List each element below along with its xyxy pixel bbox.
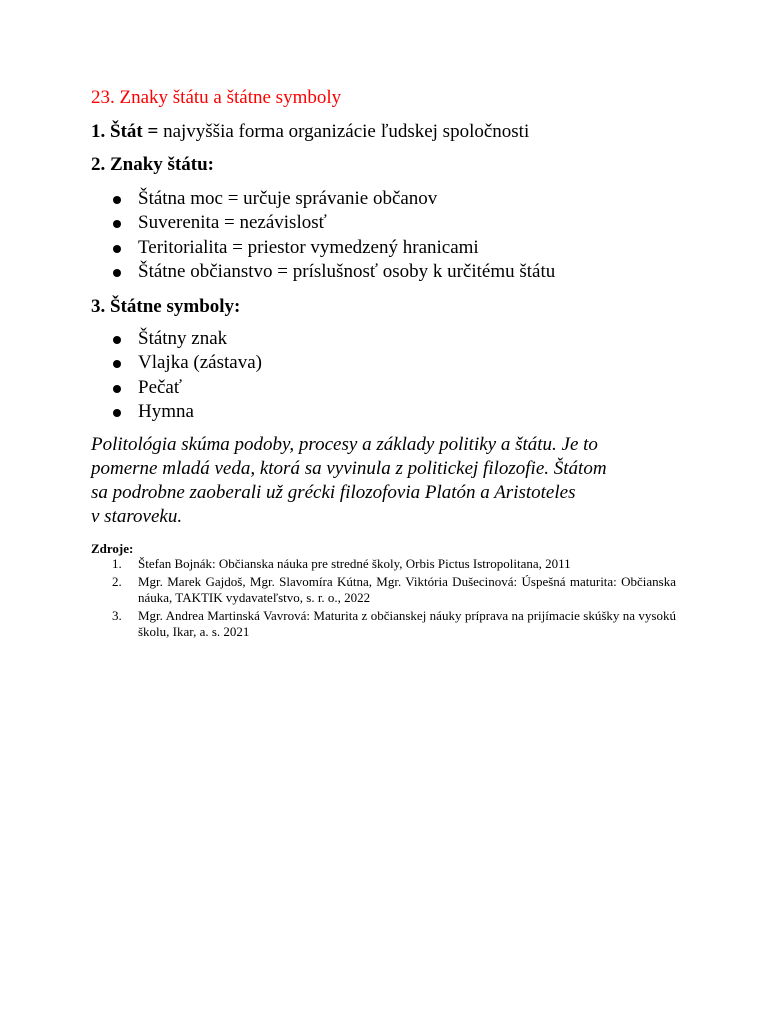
politology-paragraph [91, 433, 691, 529]
paragraph-line: sa podrobne zaoberali už grécki filozofovia Platón a Aristoteles [91, 482, 576, 503]
list-item-text: Štátna moc = určuje správanie občanov [138, 188, 438, 209]
section-heading-state-symbols: 3. Štátne symboly: [91, 296, 241, 317]
bullet-icon [113, 269, 121, 277]
list-item [110, 376, 262, 400]
list-item-text: Vlajka (zástava) [138, 352, 262, 374]
paragraph-line: v staroveku. [91, 506, 183, 527]
section-heading-state-features: 2. Znaky štátu: [91, 154, 214, 175]
list-item [110, 327, 262, 351]
state-symbols-list [110, 327, 262, 424]
bullet-icon [113, 360, 121, 368]
bullet-icon [113, 336, 121, 344]
source-item [110, 574, 676, 606]
list-item-text: Pečať [138, 376, 182, 398]
state-definition [91, 120, 529, 144]
page-title: 23. Znaky štátu a štátne symboly [91, 87, 342, 108]
definition-term: 1. Štát = [91, 121, 159, 142]
state-features-list [110, 187, 555, 284]
source-number: 3. [112, 608, 122, 623]
paragraph-line: pomerne mladá veda, ktorá sa vyvinula z politickej filozofie. Štátom [91, 458, 607, 479]
list-item [110, 351, 262, 375]
list-item [110, 187, 555, 211]
paragraph-line: Politológia skúma podoby, procesy a základy politiky a štátu. Je to [91, 434, 598, 455]
source-number: 2. [112, 574, 122, 589]
list-item [110, 260, 555, 284]
list-item-text: Štátny znak [138, 328, 228, 349]
source-number: 1. [112, 556, 122, 571]
source-text: Mgr. Marek Gajdoš, Mgr. Slavomíra Kútna, Mgr. Viktória Dušecinová: Úspešná maturita: Občianska náuka, TAKTIK vydavateľstvo, s. r. o., 2022 [138, 574, 676, 605]
source-text: Štefan Bojnák: Občianska náuka pre stredné školy, Orbis Pictus Istropolitana, 2011 [138, 556, 571, 571]
source-item [110, 556, 676, 572]
sources-list [110, 556, 676, 642]
list-item [110, 236, 555, 260]
list-item-text: Teritorialita = priestor vymedzený hranicami [138, 236, 479, 258]
bullet-icon [113, 385, 121, 393]
list-item [110, 211, 555, 235]
definition-text: najvyššia forma organizácie ľudskej spoločnosti [158, 121, 530, 142]
list-item-text: Hymna [138, 400, 194, 422]
list-item-text: Štátne občianstvo = príslušnosť osoby k určitému štátu [138, 260, 556, 282]
bullet-icon [113, 220, 121, 228]
bullet-icon [113, 245, 121, 253]
sources-heading: Zdroje: [91, 541, 134, 556]
list-item-text: Suverenita = nezávislosť [138, 212, 327, 234]
list-item [110, 400, 262, 424]
bullet-icon [113, 409, 121, 417]
source-text: Mgr. Andrea Martinská Vavrová: Maturita z občianskej náuky príprava na prijímacie skúšky na vysokú školu, Ikar, a. s. 2021 [138, 608, 676, 639]
bullet-icon [113, 196, 121, 204]
source-item [110, 608, 676, 640]
